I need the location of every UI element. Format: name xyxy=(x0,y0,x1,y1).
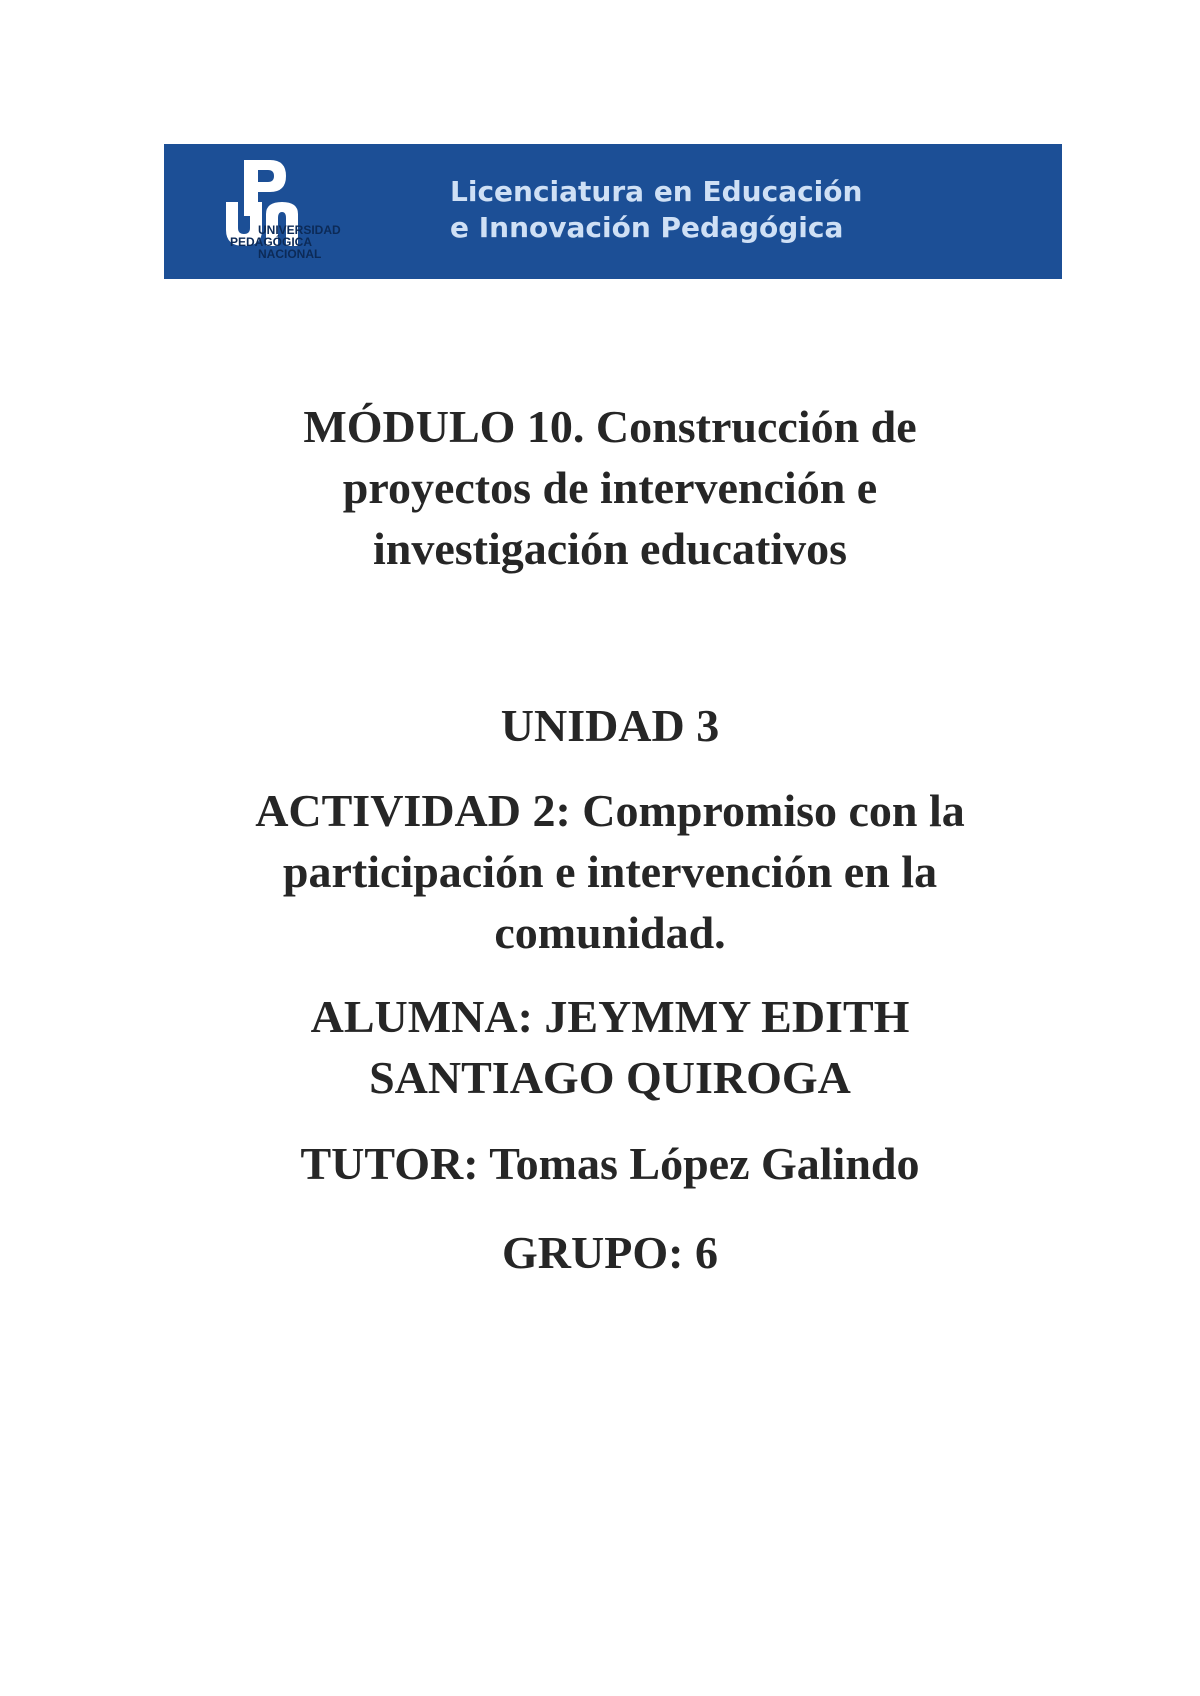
activity-line: comunidad. xyxy=(494,907,726,958)
module-title-line: proyectos de intervención e xyxy=(342,462,878,513)
tutor-label: TUTOR: Tomas López Galindo xyxy=(300,1138,920,1189)
program-title-line: Licenciatura en Educación xyxy=(450,175,863,208)
student-name xyxy=(150,986,1070,1108)
logo-line: NACIONAL xyxy=(258,247,322,261)
tutor-name xyxy=(150,1133,1070,1194)
logo-wordmark xyxy=(228,224,378,260)
program-title xyxy=(450,174,862,246)
module-title-line: MÓDULO 10. Construcción de xyxy=(303,401,917,452)
unit-heading xyxy=(150,695,1070,756)
module-title xyxy=(150,396,1070,579)
program-title-line: e Innovación Pedagógica xyxy=(450,211,844,244)
group-number xyxy=(150,1222,1070,1283)
module-title-line: investigación educativos xyxy=(372,523,848,574)
cover-content xyxy=(150,396,1070,1283)
student-line: ALUMNA: JEYMMY EDITH xyxy=(310,991,910,1042)
activity-line: ACTIVIDAD 2: Compromiso con la xyxy=(255,785,965,836)
unit-label: UNIDAD 3 xyxy=(500,700,720,751)
activity-line: participación e intervención en la xyxy=(282,846,938,897)
header-banner xyxy=(164,144,1062,279)
logo-line: UNIVERSIDAD xyxy=(258,223,341,237)
activity-heading xyxy=(150,780,1070,963)
student-line: SANTIAGO QUIROGA xyxy=(369,1052,851,1103)
group-label: GRUPO: 6 xyxy=(502,1227,718,1278)
logo-line: PEDAGÓGICA xyxy=(230,235,313,249)
